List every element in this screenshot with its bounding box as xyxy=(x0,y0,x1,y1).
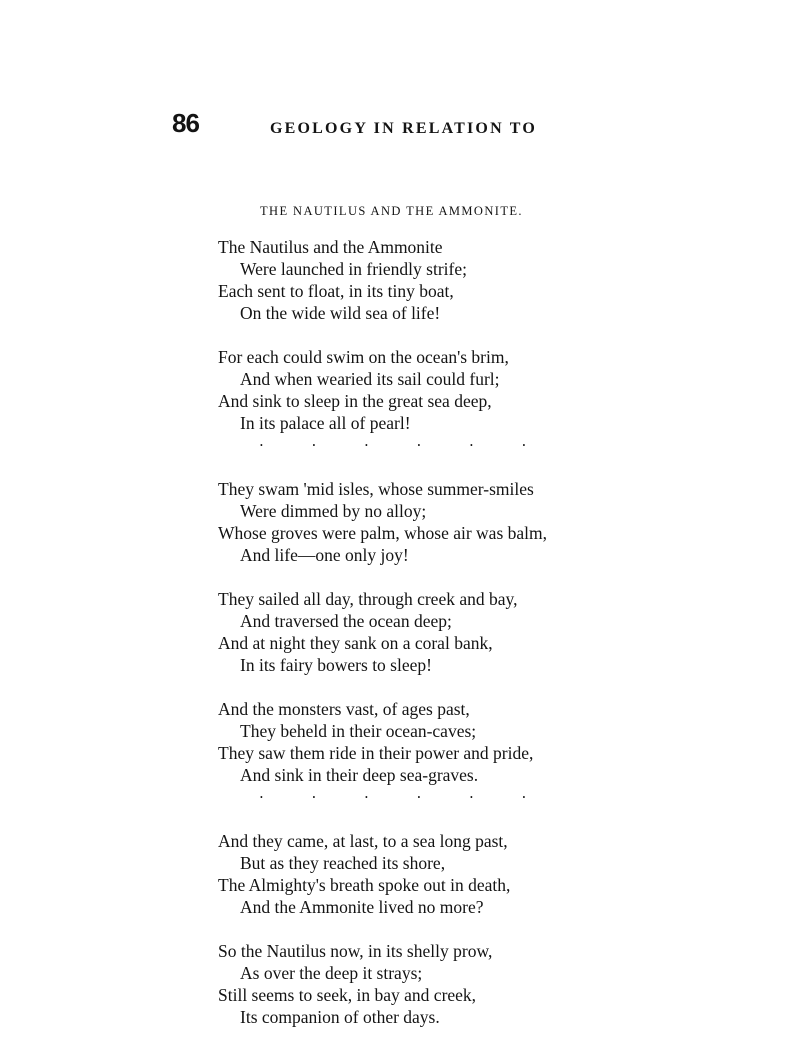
ellipsis-dot xyxy=(470,433,523,456)
ellipsis-separator xyxy=(260,434,608,456)
verse-line: And life—one only joy! xyxy=(240,545,409,565)
verse-line: In its palace all of pearl! xyxy=(240,413,411,433)
verse-line: The Nautilus and the Ammonite xyxy=(218,237,443,257)
page-header xyxy=(0,108,800,148)
page-number: 86 xyxy=(172,108,199,138)
ellipsis-dot xyxy=(523,785,576,808)
ellipsis-dot xyxy=(365,785,418,808)
verse-line: And sink to sleep in the great sea deep, xyxy=(218,391,492,411)
verse-line: On the wide wild sea of life! xyxy=(240,303,441,323)
poem-title: THE NAUTILUS AND THE AMMONITE. xyxy=(260,204,523,218)
verse-line: But as they reached its shore, xyxy=(240,853,446,873)
verse-line: Whose groves were palm, whose air was balm, xyxy=(218,523,547,543)
verse-line: And they came, at last, to a sea long past, xyxy=(218,831,508,851)
ellipsis-dot xyxy=(313,433,366,456)
verse-line: And the monsters vast, of ages past, xyxy=(218,699,470,719)
verse-line: They beheld in their ocean-caves; xyxy=(240,721,477,741)
verse-line: And at night they sank on a coral bank, xyxy=(218,633,493,653)
verse-line: And the Ammonite lived no more? xyxy=(240,897,484,917)
verse-line: They saw them ride in their power and pride, xyxy=(218,743,534,763)
verse-line: Its companion of other days. xyxy=(240,1007,440,1027)
ellipsis-dot xyxy=(365,433,418,456)
ellipsis-dot xyxy=(470,785,523,808)
stanza xyxy=(218,830,608,918)
verse-line: Were launched in friendly strife; xyxy=(240,259,467,279)
ellipsis-separator xyxy=(260,786,608,808)
stanza xyxy=(218,940,608,1028)
stanza xyxy=(218,236,608,324)
ellipsis-dot xyxy=(418,785,471,808)
stanza xyxy=(218,698,608,786)
verse-line: They swam 'mid isles, whose summer-smiles xyxy=(218,479,534,499)
poem-body xyxy=(218,236,608,1050)
ellipsis-dot xyxy=(260,433,313,456)
verse-line: They sailed all day, through creek and bay, xyxy=(218,589,518,609)
ellipsis-dot xyxy=(260,785,313,808)
verse-line: Still seems to seek, in bay and creek, xyxy=(218,985,477,1005)
running-head: GEOLOGY IN RELATION TO xyxy=(270,120,537,137)
stanza xyxy=(218,346,608,434)
stanza xyxy=(218,478,608,566)
ellipsis-dot xyxy=(313,785,366,808)
verse-line: And sink in their deep sea-graves. xyxy=(240,765,479,785)
verse-line: In its fairy bowers to sleep! xyxy=(240,655,432,675)
ellipsis-dot xyxy=(523,433,576,456)
stanza xyxy=(218,588,608,676)
verse-line: Were dimmed by no alloy; xyxy=(240,501,427,521)
ellipsis-dot xyxy=(418,433,471,456)
verse-line: Each sent to float, in its tiny boat, xyxy=(218,281,454,301)
verse-line: And when wearied its sail could furl; xyxy=(240,369,500,389)
verse-line: The Almighty's breath spoke out in death, xyxy=(218,875,511,895)
verse-line: So the Nautilus now, in its shelly prow, xyxy=(218,941,493,961)
verse-line: And traversed the ocean deep; xyxy=(240,611,452,631)
verse-line: For each could swim on the ocean's brim, xyxy=(218,347,509,367)
verse-line: As over the deep it strays; xyxy=(240,963,423,983)
